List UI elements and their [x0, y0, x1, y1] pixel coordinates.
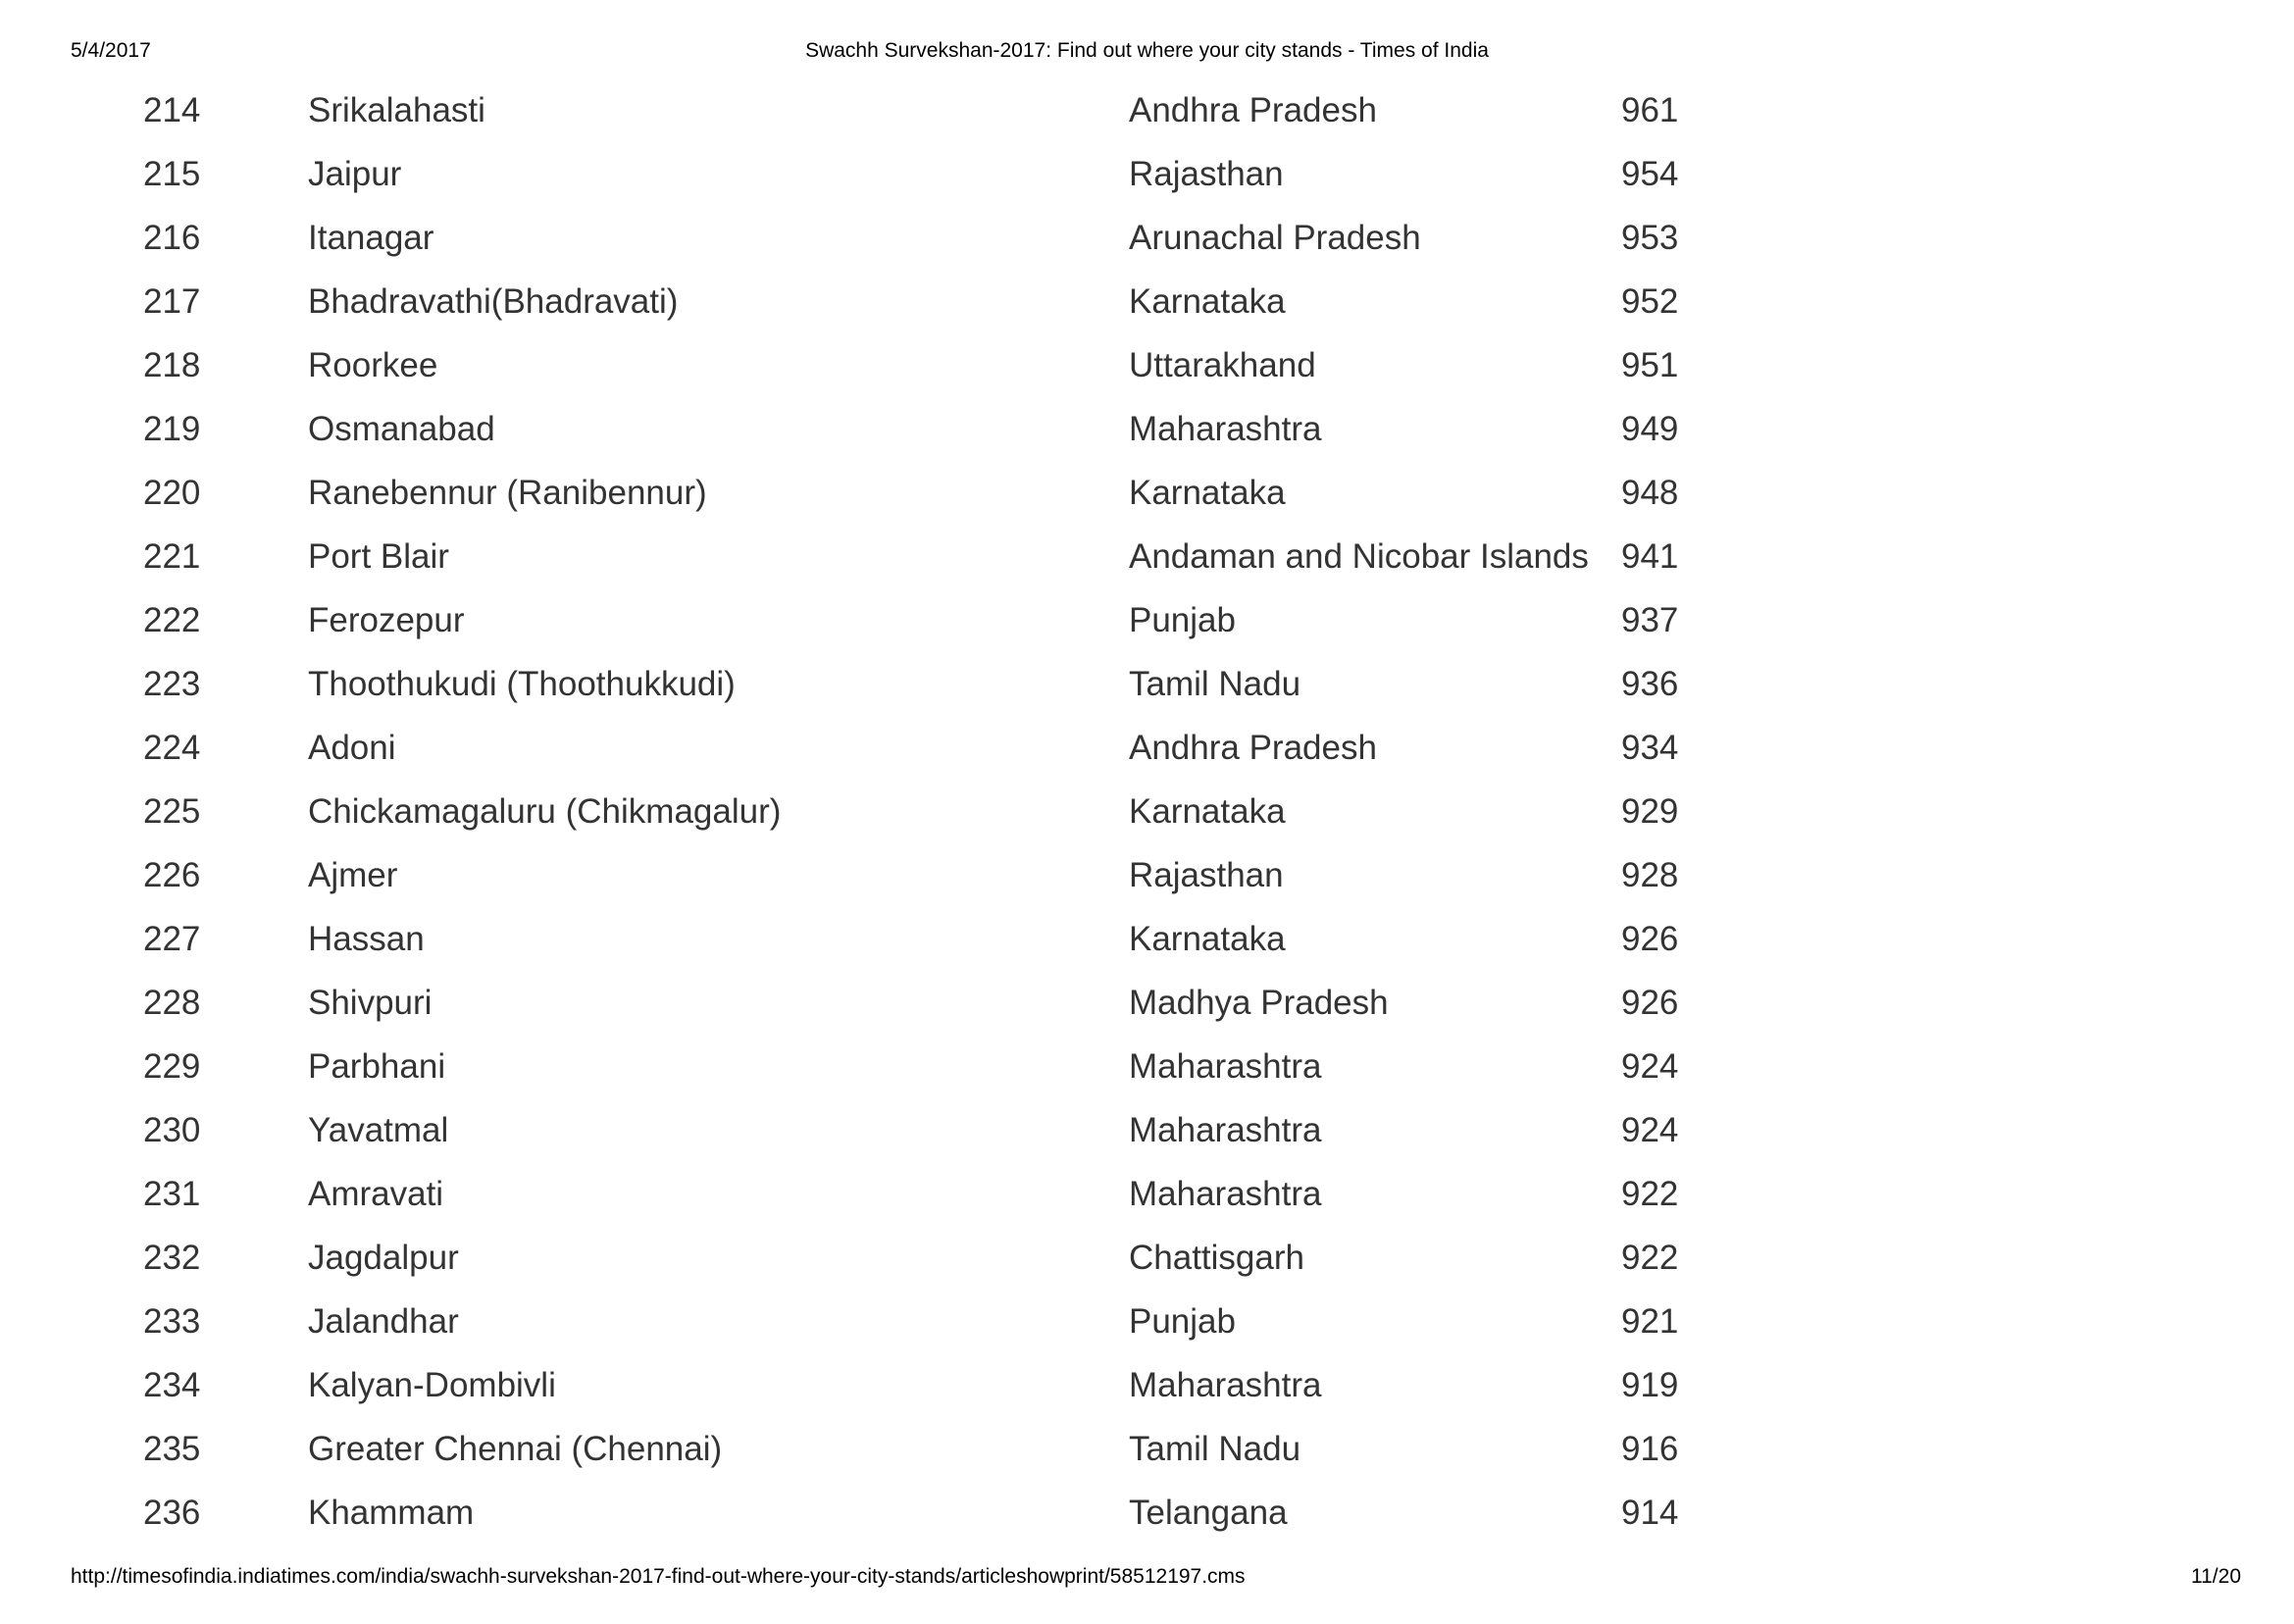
rank-cell: 220	[143, 474, 201, 512]
score-cell: 922	[1621, 1175, 1679, 1213]
table-row	[0, 1423, 2294, 1487]
rank-cell: 223	[143, 665, 201, 703]
table-row	[0, 1232, 2294, 1295]
table-row	[0, 1295, 2294, 1359]
city-cell: Amravati	[308, 1175, 444, 1213]
state-cell: Punjab	[1129, 601, 1236, 639]
table-row	[0, 276, 2294, 339]
state-cell: Arunachal Pradesh	[1129, 219, 1421, 257]
state-cell: Punjab	[1129, 1302, 1236, 1341]
rank-cell: 226	[143, 856, 201, 894]
city-cell: Hassan	[308, 920, 425, 958]
score-cell: 953	[1621, 219, 1679, 257]
state-cell: Madhya Pradesh	[1129, 984, 1389, 1022]
page-number: 11/20	[2191, 1565, 2241, 1588]
score-cell: 954	[1621, 155, 1679, 193]
score-cell: 937	[1621, 601, 1679, 639]
ranking-table	[0, 84, 2294, 1550]
rank-cell: 224	[143, 729, 201, 767]
state-cell: Andhra Pradesh	[1129, 91, 1377, 129]
rank-cell: 225	[143, 792, 201, 831]
score-cell: 921	[1621, 1302, 1679, 1341]
state-cell: Karnataka	[1129, 920, 1286, 958]
city-cell: Bhadravathi(Bhadravati)	[308, 282, 679, 321]
table-row	[0, 1359, 2294, 1423]
score-cell: 949	[1621, 410, 1679, 448]
table-row	[0, 849, 2294, 913]
score-cell: 919	[1621, 1366, 1679, 1404]
state-cell: Uttarakhand	[1129, 346, 1316, 384]
state-cell: Karnataka	[1129, 474, 1286, 512]
city-cell: Srikalahasti	[308, 91, 485, 129]
rank-cell: 216	[143, 219, 201, 257]
rank-cell: 219	[143, 410, 201, 448]
score-cell: 936	[1621, 665, 1679, 703]
state-cell: Maharashtra	[1129, 1111, 1322, 1149]
city-cell: Adoni	[308, 729, 396, 767]
table-row	[0, 1040, 2294, 1104]
score-cell: 941	[1621, 537, 1679, 576]
score-cell: 929	[1621, 792, 1679, 831]
table-row	[0, 148, 2294, 212]
rank-cell: 233	[143, 1302, 201, 1341]
score-cell: 952	[1621, 282, 1679, 321]
table-row	[0, 658, 2294, 722]
score-cell: 948	[1621, 474, 1679, 512]
city-cell: Jagdalpur	[308, 1239, 459, 1277]
city-cell: Ranebennur (Ranibennur)	[308, 474, 707, 512]
table-row	[0, 786, 2294, 849]
rank-cell: 215	[143, 155, 201, 193]
rank-cell: 227	[143, 920, 201, 958]
rank-cell: 236	[143, 1494, 201, 1532]
state-cell: Telangana	[1129, 1494, 1288, 1532]
city-cell: Itanagar	[308, 219, 434, 257]
table-row	[0, 1104, 2294, 1168]
state-cell: Rajasthan	[1129, 856, 1284, 894]
state-cell: Rajasthan	[1129, 155, 1284, 193]
city-cell: Kalyan-Dombivli	[308, 1366, 556, 1404]
city-cell: Roorkee	[308, 346, 438, 384]
city-cell: Yavatmal	[308, 1111, 449, 1149]
score-cell: 922	[1621, 1239, 1679, 1277]
score-cell: 926	[1621, 984, 1679, 1022]
page-url: http://timesofindia.indiatimes.com/india/swachh-survekshan-2017-find-out-where-your-city-stands/articleshowprint/58512197.cms	[71, 1565, 1246, 1588]
rank-cell: 222	[143, 601, 201, 639]
state-cell: Karnataka	[1129, 792, 1286, 831]
state-cell: Maharashtra	[1129, 1047, 1322, 1086]
state-cell: Maharashtra	[1129, 410, 1322, 448]
table-row	[0, 84, 2294, 148]
rank-cell: 228	[143, 984, 201, 1022]
score-cell: 924	[1621, 1047, 1679, 1086]
rank-cell: 214	[143, 91, 201, 129]
state-cell: Chattisgarh	[1129, 1239, 1304, 1277]
table-row	[0, 467, 2294, 531]
table-row	[0, 722, 2294, 786]
state-cell: Tamil Nadu	[1129, 665, 1301, 703]
score-cell: 914	[1621, 1494, 1679, 1532]
score-cell: 928	[1621, 856, 1679, 894]
table-row	[0, 339, 2294, 403]
rank-cell: 221	[143, 537, 201, 576]
state-cell: Maharashtra	[1129, 1175, 1322, 1213]
table-row	[0, 1168, 2294, 1232]
city-cell: Shivpuri	[308, 984, 433, 1022]
score-cell: 951	[1621, 346, 1679, 384]
state-cell: Karnataka	[1129, 282, 1286, 321]
page-title: Swachh Survekshan-2017: Find out where your city stands - Times of India	[805, 39, 1489, 62]
score-cell: 916	[1621, 1430, 1679, 1468]
city-cell: Jalandhar	[308, 1302, 459, 1341]
city-cell: Ajmer	[308, 856, 398, 894]
table-row	[0, 977, 2294, 1040]
state-cell: Maharashtra	[1129, 1366, 1322, 1404]
score-cell: 926	[1621, 920, 1679, 958]
city-cell: Greater Chennai (Chennai)	[308, 1430, 723, 1468]
city-cell: Parbhani	[308, 1047, 446, 1086]
city-cell: Ferozepur	[308, 601, 465, 639]
rank-cell: 232	[143, 1239, 201, 1277]
print-date: 5/4/2017	[71, 39, 151, 62]
score-cell: 961	[1621, 91, 1679, 129]
rank-cell: 229	[143, 1047, 201, 1086]
city-cell: Thoothukudi (Thoothukkudi)	[308, 665, 736, 703]
city-cell: Port Blair	[308, 537, 449, 576]
city-cell: Jaipur	[308, 155, 402, 193]
table-row	[0, 1487, 2294, 1550]
rank-cell: 235	[143, 1430, 201, 1468]
rank-cell: 217	[143, 282, 201, 321]
rank-cell: 230	[143, 1111, 201, 1149]
table-row	[0, 212, 2294, 276]
table-row	[0, 913, 2294, 977]
table-row	[0, 403, 2294, 467]
rank-cell: 234	[143, 1366, 201, 1404]
score-cell: 924	[1621, 1111, 1679, 1149]
city-cell: Osmanabad	[308, 410, 495, 448]
score-cell: 934	[1621, 729, 1679, 767]
state-cell: Andaman and Nicobar Islands	[1129, 537, 1589, 576]
table-row	[0, 531, 2294, 594]
rank-cell: 218	[143, 346, 201, 384]
state-cell: Andhra Pradesh	[1129, 729, 1377, 767]
rank-cell: 231	[143, 1175, 201, 1213]
city-cell: Chickamagaluru (Chikmagalur)	[308, 792, 782, 831]
city-cell: Khammam	[308, 1494, 475, 1532]
table-row	[0, 594, 2294, 658]
state-cell: Tamil Nadu	[1129, 1430, 1301, 1468]
